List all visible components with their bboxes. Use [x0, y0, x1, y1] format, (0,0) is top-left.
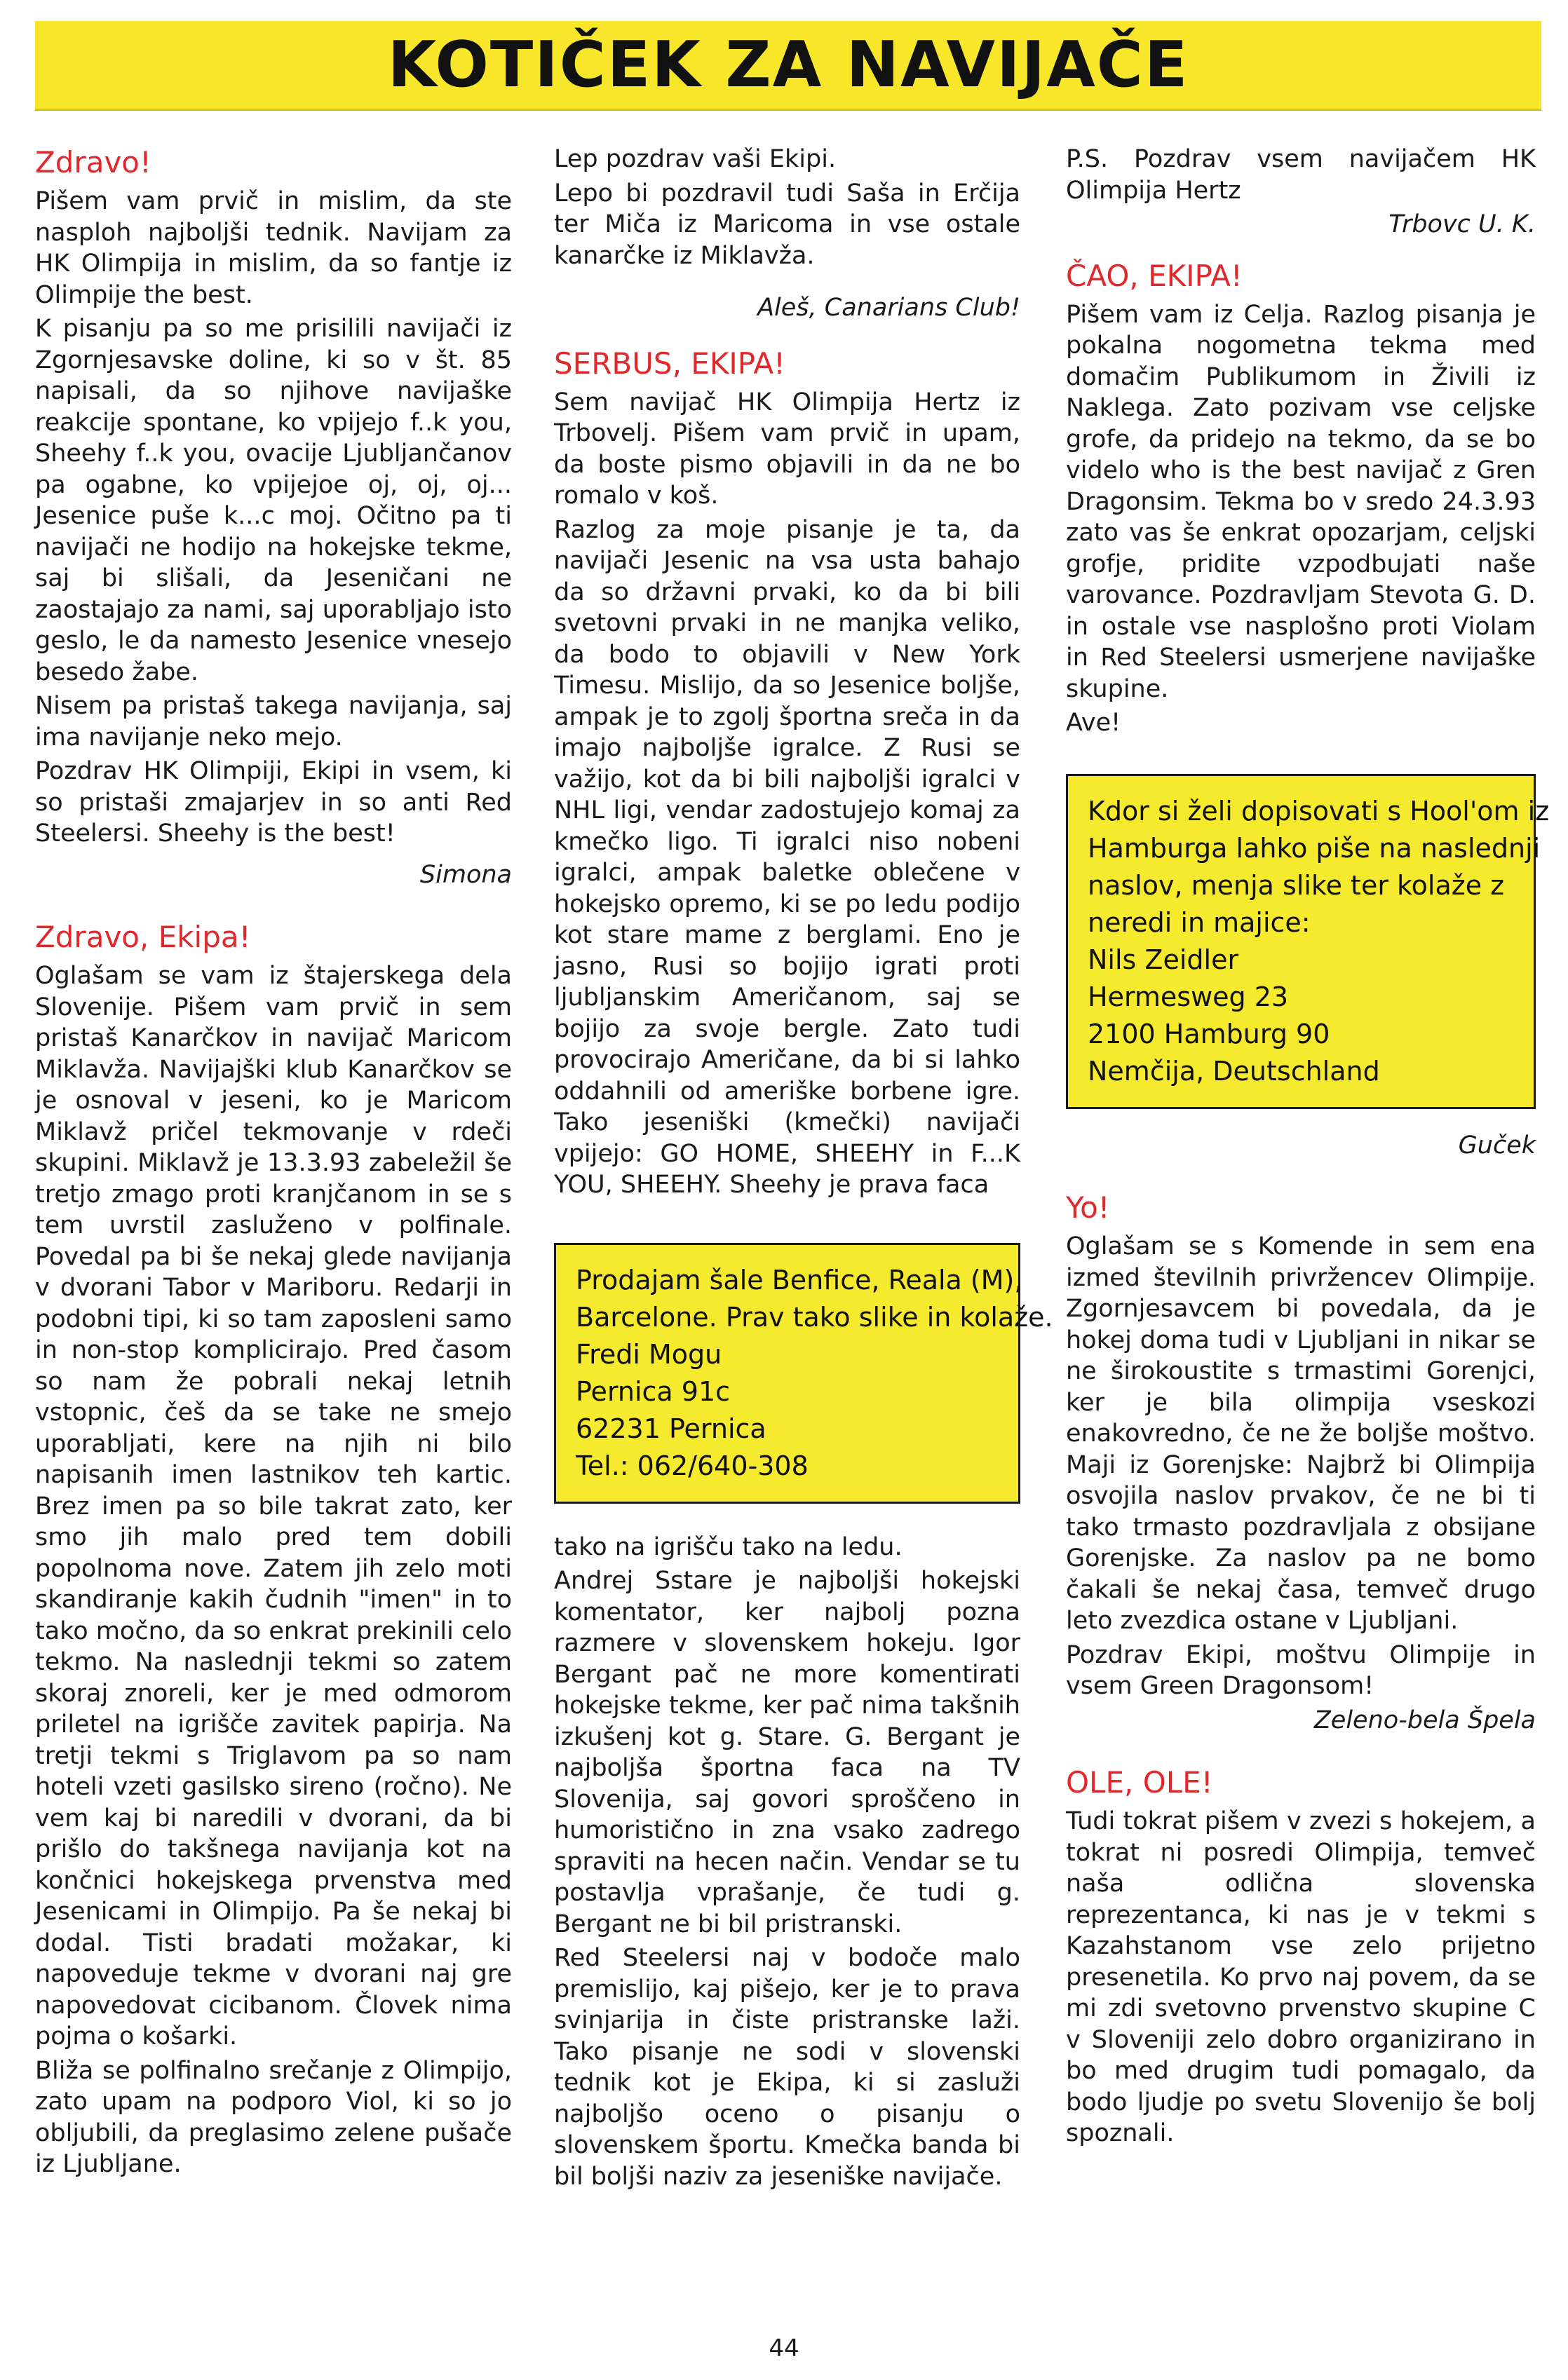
letter-paragraph: Red Steelersi naj v bodoče malo premislijo, kaj pišejo, ker je to prava svinjarija in čiste pristranske laži. Tako pisanje ne sodi v slovenski tednik kot je Ekipa, ki si zasluži najboljšo oceno o pisanju o slovenskem športu. Kmečka banda bi bil boljši naziv za jeseniške navijače.	[554, 1944, 1020, 2191]
letter-paragraph: K pisanju pa so me prisilili navijači iz Zgornjesavske doline, ki so v št. 85 napisali, da so njihove navijaške reakcije spontane, ko vpijejo f..k you, Sheehy f..k you, ovacije Ljubljančanov pa ogabne, ko vpijejoe oj, oj, oj... Jesenice puše k...c moj. Očitno pa ti navijači ne hodijo na hokejske tekme, saj bi slišali, da Jeseničani ne zaostajajo za nami, saj uporabljajo isto geslo, le da namesto Jesenice vnesejo besedo žabe.	[35, 315, 512, 686]
letter-heading: Zdravo, Ekipa!	[35, 920, 251, 954]
letter-heading: ČAO, EKIPA!	[1066, 258, 1243, 293]
letter-paragraph: Bliža se polfinalno srečanje z Olimpijo, zato upam na podporo Viol, ki so jo obljubili, da preglasimo zelene pušače iz Ljubljane.	[35, 2056, 512, 2178]
ad-line: Hamburga lahko piše na naslednji	[1088, 832, 1541, 864]
letter-paragraph: Andrej Sstare je najboljši hokejski komentator, ker najbolj pozna razmere v slovenskem hokeju. Igor Bergant pač ne more komentirati hokejske tekme, ker pač nima takšnih izkušenj kot g. Stare. G. Bergant je najboljša športna faca na TV Slovenija, saj govori sproščeno in humoristično in zna vsako zadrego spraviti na hecen način. Vendar se tu postavlja vprašanje, če tudi g. Bergant ne bi bil pristranski.	[554, 1567, 1020, 1938]
column-1	[35, 144, 512, 2183]
letter-paragraph: Pišem vam iz Celja. Razlog pisanja je pokalna nogometna tekma med domačim Publikumom in Živili iz Naklega. Zato pozivam vse celjske grofe, da pridejo na tekmo, da se bo videlo who is the best navijač z Gren Dragonsim. Tekma bo v sredo 24.3.93 zato vas še enkrat opozarjam, celjski grofje, pridite vzpodbujati naše varovance. Pozdravljam Stevota G. D. in ostale vse nasplošno proti Violam in Red Steelersi usmerjene navijaške skupine.	[1066, 300, 1536, 703]
section-banner	[35, 21, 1541, 111]
column-3	[1066, 144, 1550, 2152]
letter-paragraph: Razlog za moje pisanje je ta, da navijači Jesenic na vsa usta bahajo da so državni prvaki, ko da bi bili svetovni prvaki in ne manjka veliko, da bodo to objavili v New York Timesu. Mislijo, da so Jesenice boljše, ampak je to zgolj športna sreča in da imajo najboljše igralce. Z Rusi se važijo, kot da bi bili najboljši igralci v NHL ligi, vendar zadostujejo komaj za kmečko ligo. Ti igralci niso nobeni igralci, ampak baletke oblečene v hokejsko opremo, ki se po ledu podijo kot stare mame z berglami. Eno je jasno, Rusi so bojijo igrati proti ljubljanskim Američanom, saj se bojijo za svoje bergle. Zato tudi provocirajo Američane, da bi si lahko oddahnili od ameriške borbene igre. Tako jeseniški (kmečki) navijači vpijejo: GO HOME, SHEEHY in F...K YOU, SHEEHY. Sheehy je prava faca	[554, 515, 1020, 1199]
ad-line: Tel.: 062/640-308	[576, 1450, 809, 1481]
letter-paragraph: Ave!	[1066, 709, 1121, 737]
page-title: KOTIČEK ZA NAVIJAČE	[387, 28, 1189, 102]
letter-paragraph: Pozdrav HK Olimpiji, Ekipi in vsem, ki so pristaši zmajarjev in so anti Red Steelersi. Sheehy is the best!	[35, 757, 512, 848]
column-2	[554, 144, 1053, 2195]
ad-line: neredi in majice:	[1088, 906, 1311, 938]
letter-paragraph: Oglašam se vam iz štajerskega dela Slovenije. Pišem vam prvič in sem pristaš Kanarčkov in navijač Maricom Miklavža. Navijajški klub Kanarčkov se je osnoval v jeseni, ko je Maricom Miklavž pričel tekmovanje v rdeči skupini. Miklavž je 13.3.93 zabeležil še tretjo zmago proti kranjčanom in se s tem uvrstil zasluženo v polfinale. Povedal pa bi še nekaj glede navijanja v dvorani Tabor v Mariboru. Redarji in podobni tipi, ki so tam zaposleni samo in non-stop komplicirajo. Pred časom so nam že pobrali nekaj letnih vstopnic, češ da se take ne smejo uporabljati, kere na njih ni bilo napisanih imen lastnikov teh kartic. Brez imen pa so bile takrat zato, ker smo jih malo pred tem dobili popolnoma nove. Zatem jih zelo moti skandiranje kakih čudnih "imen" in to tako močno, da so enkrat prekinili celo tekmo. Na naslednji tekmi so zatem skoraj znoreli, ker je med odmorom priletel na igrišče zavitek papirja. Na tretji tekmi s Triglavom pa so nam hoteli vzeti gasilsko sireno (ročno). Ne vem kaj bi naredili v dvorani, da bi prišlo do takšnega navijanja kot na končnici hokejskega prvenstva med Jesenicami in Olimpijo. Pa še nekaj bi dodal. Tisti bradati možakar, ki napoveduje tekme v dvorani naj gre napovedovat cicibanom. Človek nima pojma o košarki.	[35, 962, 512, 2051]
ad-line: Prodajam šale Benfice, Reala (M),	[576, 1264, 1023, 1296]
ad-line: 62231 Pernica	[576, 1413, 766, 1444]
ad-line: Fredi Mogu	[576, 1338, 722, 1370]
ad-line: Kdor si želi dopisovati s Hool'om iz	[1088, 795, 1550, 827]
letter-signature: Zeleno-bela Špela	[1313, 1706, 1536, 1734]
letter-paragraph: Pišem vam prvič in mislim, da ste nasploh najboljši tednik. Navijam za HK Olimpija in mislim, da so fantje iz Olimpije the best.	[35, 187, 512, 309]
classified-ad-box	[554, 1243, 1053, 1504]
letter-heading: Yo!	[1066, 1190, 1110, 1225]
letter-heading: OLE, OLE!	[1066, 1765, 1213, 1800]
letter-signature: Guček	[1458, 1131, 1536, 1160]
letter-signature: Simona	[419, 860, 512, 889]
letter-paragraph: Sem navijač HK Olimpija Hertz iz Trbovelj. Pišem vam prvič in upam, da boste pismo objavili in da ne bo romalo v koš.	[554, 388, 1020, 510]
letter-paragraph: tako na igrišču tako na ledu.	[554, 1532, 903, 1561]
ad-line: Barcelone. Prav tako slike in kolaže.	[576, 1301, 1053, 1333]
letter-paragraph: Pozdrav Ekipi, moštvu Olimpije in vsem Green Dragonsom!	[1066, 1640, 1536, 1700]
letter-paragraph: Oglašam se s Komende in sem ena izmed številnih privržencev Olimpije. Zgornjesavcem bi povedala, da je hokej doma tudi v Ljubljani in nikar se ne širokoustite s trmastimi Gorenjci, ker je bila olimpija vseskozi enakovredno, če ne že boljše moštvo. Maji iz Gorenjske: Najbrž bi Olimpija osvojila naslov prvakov, če ne bi ti tako trmasto pozdravljala z obsijane Gorenjske. Za naslov pa ne bomo čakali še nekaj časa, temveč drugo leto zvezdica ostane v Ljubljani.	[1066, 1232, 1536, 1635]
letter-heading: SERBUS, EKIPA!	[554, 346, 785, 381]
ad-line: Nils Zeidler	[1088, 944, 1239, 975]
letter-signature: Aleš, Canarians Club!	[757, 294, 1020, 322]
letter-paragraph: P.S. Pozdrav vsem navijačem HK Olimpija Hertz	[1066, 145, 1536, 205]
ad-line: naslov, menja slike ter kolaže z	[1088, 869, 1505, 901]
ad-line: Pernica 91c	[576, 1375, 731, 1407]
letter-heading: Zdravo!	[35, 145, 151, 179]
letter-paragraph: Nisem pa pristaš takega navijanja, saj ima navijanje neko mejo.	[35, 692, 512, 752]
letter-paragraph: Tudi tokrat pišem v zvezi s hokejem, a tokrat ni posredi Olimpija, temveč naša odlična slovenska reprezentanca, ki nas je v tekmi s Kazahstanom vse zelo prijetno presenetila. Ko prvo naj povem, da se mi zdi svetovno prvenstvo skupine C v Sloveniji zelo dobro organizirano in bo med drugim tudi pomagalo, da bodo ljudje po svetu Slovenijo še bolj spoznali.	[1066, 1807, 1536, 2147]
page-number: 44	[769, 2334, 799, 2362]
ad-line: 2100 Hamburg 90	[1088, 1018, 1330, 1049]
letter-paragraph: Lep pozdrav vaši Ekipi.	[554, 145, 837, 173]
letter-signature: Trbovc U. K.	[1388, 210, 1536, 238]
ad-line: Hermesweg 23	[1088, 981, 1289, 1012]
ad-line: Nemčija, Deutschland	[1088, 1055, 1380, 1087]
penpal-ad-box	[1066, 774, 1550, 1109]
letter-paragraph: Lepo bi pozdravil tudi Saša in Erčija ter Miča iz Maricoma in vse ostale kanarčke iz Miklavža.	[554, 179, 1020, 270]
